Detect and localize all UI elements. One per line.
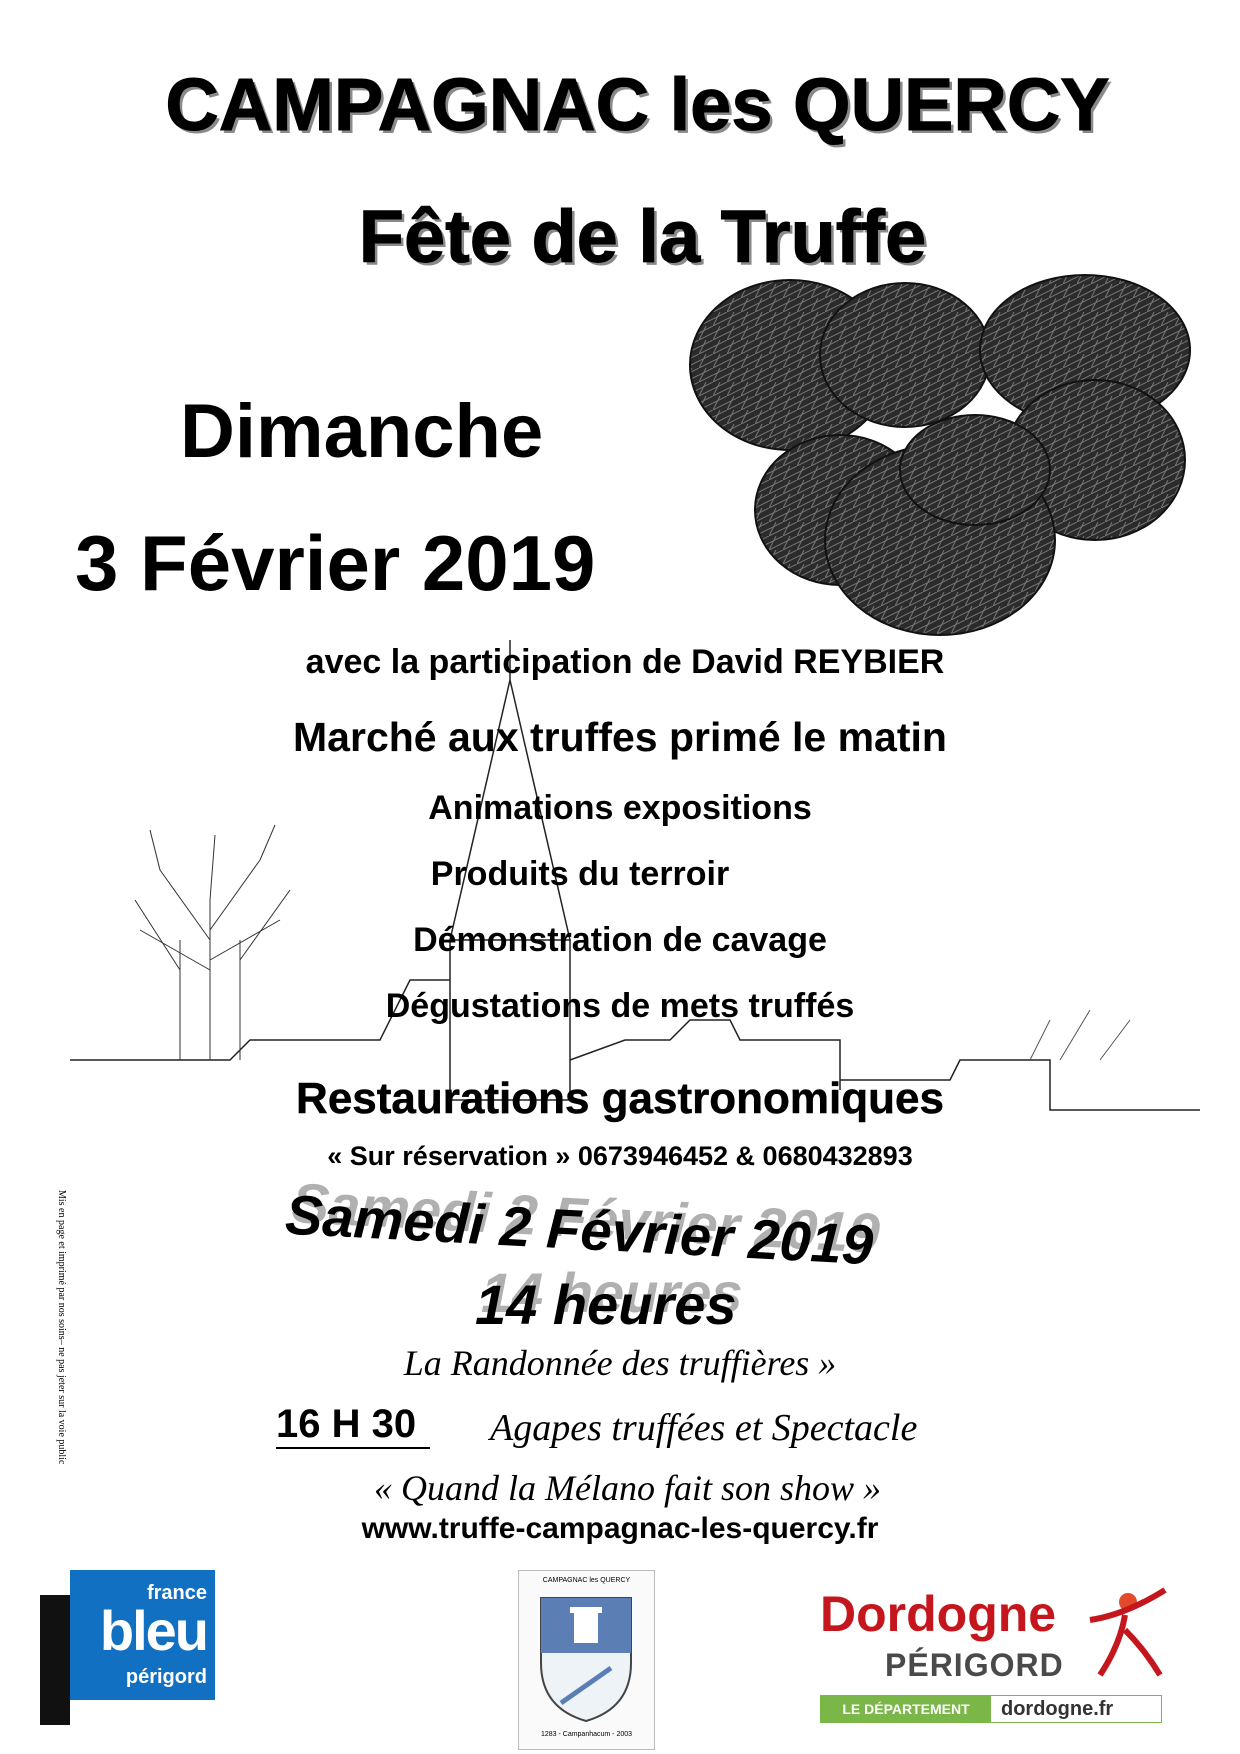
market-line: Marché aux truffes primé le matin xyxy=(293,714,947,760)
dordogne-sub: PÉRIGORD xyxy=(885,1647,1064,1683)
saturday-date: Samedi 2 Février 2019 xyxy=(283,1182,875,1277)
program-item: Produits du terroir xyxy=(430,855,730,893)
truffles-image xyxy=(685,270,1200,640)
restaurants-heading: Restaurations gastronomiques xyxy=(296,1074,944,1123)
event-day: Dimanche xyxy=(180,389,544,474)
france-bleu-line1: france xyxy=(146,1582,207,1604)
poster-title: CAMPAGNAC les QUERCY xyxy=(165,63,1110,146)
hike-line: La Randonnée des truffières » xyxy=(403,1343,837,1383)
dordogne-bar xyxy=(820,1695,1162,1723)
print-note: Mis en page et imprimé par nos soins– ne pas jeter sur la voie public xyxy=(56,1190,67,1465)
website-link[interactable]: www.truffe-campagnac-les-quercy.fr xyxy=(361,1512,879,1545)
crest-top-text: CAMPAGNAC les QUERCY xyxy=(542,1577,631,1584)
saturday-time: 14 heures xyxy=(475,1273,737,1336)
reservation-line: « Sur réservation » 0673946452 & 0680432893 xyxy=(327,1141,913,1171)
dordogne-figure-icon xyxy=(1080,1580,1170,1680)
evening-event: Agapes truffées et Spectacle xyxy=(490,1407,918,1449)
program-item: Dégustations de mets truffés xyxy=(385,987,855,1025)
france-bleu-line2: bleu xyxy=(99,1599,207,1662)
dordogne-web[interactable]: dordogne.fr xyxy=(1001,1698,1114,1720)
france-bleu-line3: périgord xyxy=(125,1666,207,1688)
crest-shield-icon xyxy=(536,1593,636,1725)
event-name: Fête de la Truffe xyxy=(358,195,927,278)
dordogne-dept: LE DÉPARTEMENT xyxy=(821,1696,991,1722)
france-bleu-logo xyxy=(40,1570,215,1725)
village-crest-logo xyxy=(518,1570,655,1750)
program-item: Animations expositions xyxy=(428,789,812,827)
france-bleu-box xyxy=(70,1570,215,1700)
participation-line: avec la participation de David REYBIER xyxy=(305,643,945,681)
program-item: Démonstration de cavage xyxy=(413,921,827,959)
dordogne-name: Dordogne xyxy=(820,1586,1057,1642)
event-date: 3 Février 2019 xyxy=(75,519,596,607)
france-bleu-dark-band xyxy=(40,1595,70,1725)
crest-bottom-text: 1283 - Campanhacum - 2003 xyxy=(540,1731,633,1738)
dordogne-logo xyxy=(815,1585,1175,1730)
evening-time: 16 H 30 xyxy=(276,1402,430,1449)
show-title: « Quand la Mélano fait son show » xyxy=(373,1468,881,1508)
